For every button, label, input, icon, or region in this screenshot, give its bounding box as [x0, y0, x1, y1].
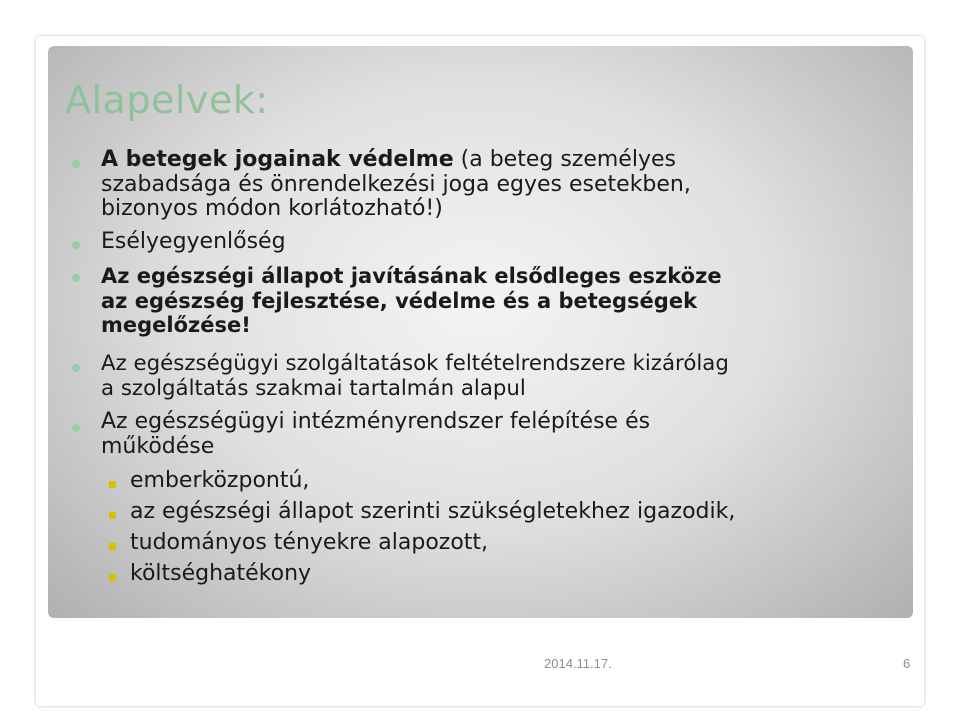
bullet-item-4 [101, 352, 729, 401]
sub-bullet-text: az egészségi állapot szerinti szükségletekhez igazodik, [130, 499, 736, 524]
sub-bullet-text: tudományos tényekre alapozott, [130, 530, 489, 555]
bullet-item-5 [101, 410, 650, 459]
bullet-item-2 [101, 230, 286, 255]
sub-bullet-text: emberközpontú, [130, 468, 310, 493]
footer-page-number: 6 [903, 656, 911, 671]
bullet-dot-icon [72, 241, 80, 249]
sub-bullet-item [130, 531, 488, 556]
bullet-dot-icon [72, 160, 80, 168]
sub-bullet-item [130, 500, 735, 525]
bullet-4-line-1: Az egészségügyi szolgáltatások feltételrendszere kizárólag [101, 351, 729, 376]
slide-title: Alapelvek: [65, 78, 269, 122]
bullet-5-line-2: működése [101, 433, 215, 459]
bullet-1-bold-text: A betegek jogainak védelme [101, 147, 454, 172]
bullet-5-line-1: Az egészségügyi intézményrendszer felépítése és [101, 409, 651, 434]
sub-bullet-text: költséghatékony [130, 561, 312, 586]
bullet-4-line-2: a szolgáltatás szakmai tartalmán alapul [101, 375, 526, 401]
bullet-dot-icon [72, 364, 80, 372]
bullet-2-line-1: Esélyegyenlőség [101, 229, 286, 254]
bullet-1-line-2: szabadsága és önrendelkezési joga egyes esetekben, [101, 171, 691, 197]
bullet-3-line-3: megelőzése! [101, 313, 251, 337]
bullet-3-line-2: az egészség fejlesztése, védelme és a betegségek [101, 288, 698, 313]
footer-date: 2014.11.17. [544, 656, 612, 671]
bullet-item-3 [101, 264, 722, 338]
bullet-dot-icon [72, 424, 80, 432]
square-bullet-icon [109, 543, 116, 550]
square-bullet-icon [109, 512, 116, 519]
bullet-dot-icon [72, 274, 80, 282]
bullet-1-text: (a beteg személyes [453, 147, 676, 172]
sub-bullet-item [130, 469, 309, 494]
bullet-item-1 [101, 148, 691, 222]
bullet-3-line-1: Az egészségi állapot javításának elsődleges eszköze [101, 264, 722, 288]
bullet-1-line-3: bizonyos módon korlátozható!) [101, 196, 443, 221]
square-bullet-icon [109, 481, 116, 488]
square-bullet-icon [109, 574, 116, 581]
sub-bullet-item [130, 562, 311, 587]
